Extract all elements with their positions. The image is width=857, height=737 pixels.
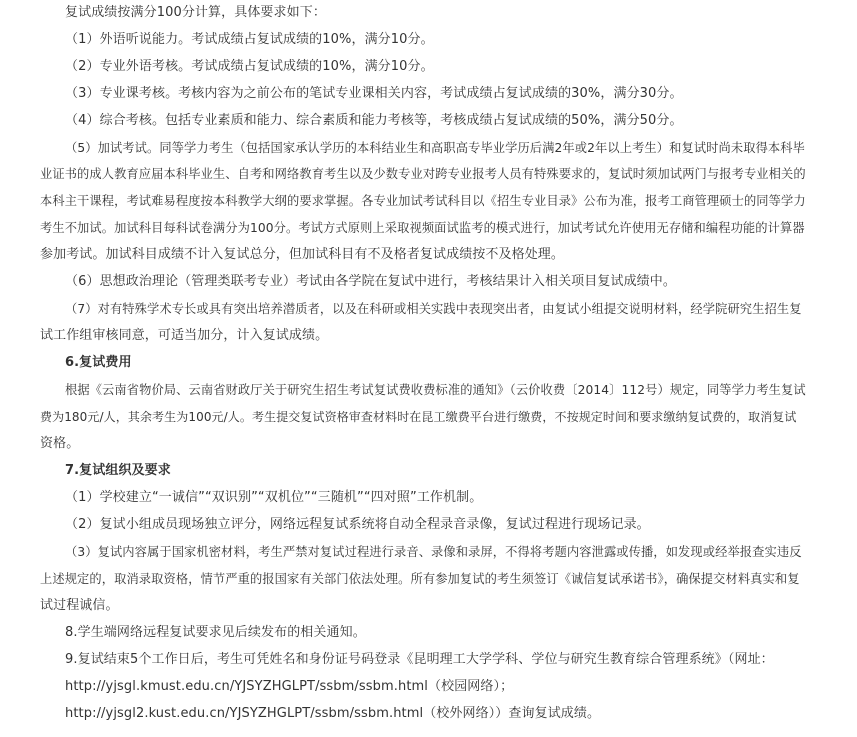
intro-paragraph: 复试成绩按满分100分计算，具体要求如下： [65,5,326,20]
list-item: （4）综合考核。包括专业素质和能力、综合素质和能力考核等，考核成绩占复试成绩的50%，满分50分。 [65,113,683,128]
list-item-continuation: 本科主干课程，考试难易程度按本科教学大纲的要求掌握。各专业加试考试科目以《招生专业目录》公布为准，报考工商管理硕士的同等学力 [40,194,806,208]
list-item: （1）学校建立“一诚信”“双识别”“双机位”“三随机”“四对照”工作机制。 [65,490,483,505]
note-8: 8.学生端网络远程复试要求见后续发布的相关通知。 [65,625,366,640]
list-item: （2）专业外语考核。考试成绩占复试成绩的10%，满分10分。 [65,59,434,74]
section-heading-fee: 6.复试费用 [65,355,132,370]
note-9: 9.复试结束5个工作日后，考生可凭姓名和身份证号码登录《昆明理工大学学科、学位与研究生教育综合管理系统》（网址： [65,652,774,667]
list-item-continuation: 参加考试。加试科目成绩不计入复试总分，但加试科目有不及格者复试成绩按不及格处理。 [40,247,565,262]
fee-paragraph: 根据《云南省物价局、云南省财政厅关于研究生招生考试复试费收费标准的通知》（云价收费〔2014〕112号）规定，同等学力考生复试 [65,383,806,397]
external-url[interactable]: http://yjsgl2.kust.edu.cn/YJSYZHGLPT/ssbm/ssbm.html（校外网络））查询复试成绩。 [65,706,601,721]
list-item: （2）复试小组成员现场独立评分，网络远程复试系统将自动全程录音录像，复试过程进行现场记录。 [65,517,650,532]
list-item: （7）对有特殊学术专长或具有突出培养潜质者，以及在科研或相关实践中表现突出者，由复试小组提交说明材料，经学院研究生招生复 [65,302,802,316]
list-item-continuation: 试过程诚信。 [40,598,119,613]
list-item-continuation: 试工作组审核同意，可适当加分，计入复试成绩。 [40,328,329,343]
list-item: （1）外语听说能力。考试成绩占复试成绩的10%，满分10分。 [65,32,434,47]
section-heading-organization: 7.复试组织及要求 [65,463,171,478]
fee-paragraph-continuation: 费为180元/人，其余考生为100元/人。考生提交复试资格审查材料时在昆工缴费平台进行缴费，不按规定时间和要求缴纳复试费的，取消复试 [40,410,797,424]
list-item-continuation: 业证书的成人教育应届本科毕业生、自考和网络教育考生以及少数专业对跨专业报考人员有特殊要求的，复试时须加试两门与报考专业相关的 [40,167,806,181]
list-item-continuation: 上述规定的，取消录取资格，情节严重的报国家有关部门依法处理。所有参加复试的考生须签订《诚信复试承诺书》，确保提交材料真实和复 [40,572,800,586]
list-item: （5）加试考试。同等学力考生（包括国家承认学历的本科结业生和高职高专毕业学历后满2年或2年以上考生）和复试时尚未取得本科毕 [65,141,805,155]
fee-paragraph-continuation: 资格。 [40,436,80,451]
list-item: （3）复试内容属于国家机密材料，考生严禁对复试过程进行录音、录像和录屏，不得将考题内容泄露或传播，如发现或经举报查实违反 [65,545,802,559]
campus-url[interactable]: http://yjsgl.kmust.edu.cn/YJSYZHGLPT/ssbm/ssbm.html（校园网络）； [65,679,514,694]
list-item: （3）专业课考核。考核内容为之前公布的笔试专业课相关内容，考试成绩占复试成绩的30%，满分30分。 [65,86,683,101]
list-item: （6）思想政治理论（管理类联考专业）考试由各学院在复试中进行，考核结果计入相关项目复试成绩中。 [65,274,676,289]
list-item-continuation: 考生不加试。加试科目每科试卷满分为100分。考试方式原则上采取视频面试监考的模式进行，加试考试允许使用无存储和编程功能的计算器 [40,221,805,235]
